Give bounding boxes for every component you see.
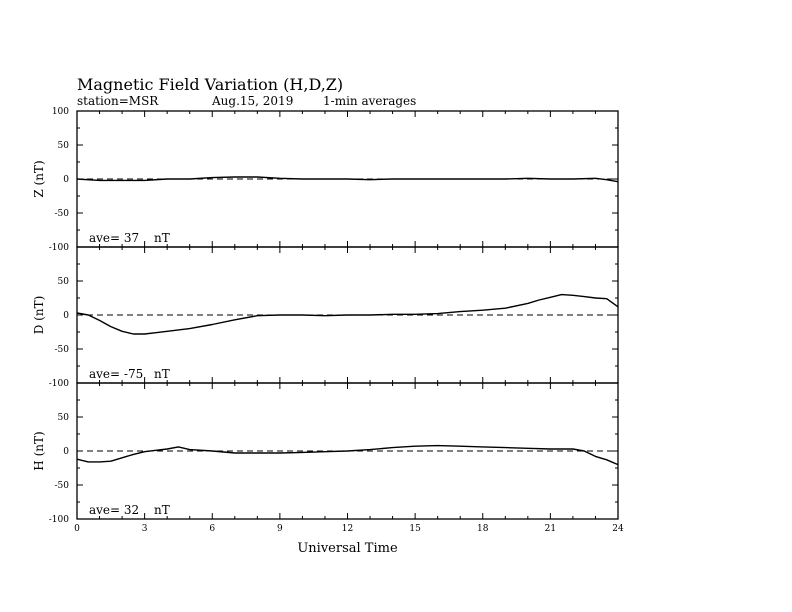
xtick-label: 3 [141, 524, 148, 534]
panel-3-ylabel: H (nT) [32, 431, 46, 471]
x-axis-label: Universal Time [297, 541, 398, 556]
date-label: Aug.15, 2019 [212, 94, 294, 108]
panel-1-ytick-label: 50 [57, 141, 69, 151]
panel-1-ave-label: ave= 37 [89, 231, 140, 245]
xtick-label: 24 [612, 524, 624, 534]
xtick-label: 9 [277, 524, 283, 534]
panel-2-ytick-label: -50 [54, 345, 69, 355]
panel-2-ylabel: D (nT) [32, 295, 46, 335]
xtick-label: 15 [409, 524, 421, 534]
panel-2-ytick-label: -100 [48, 379, 69, 389]
panel-1-ave-unit: nT [154, 231, 170, 245]
chart-title: Magnetic Field Variation (H,D,Z) [77, 75, 344, 94]
panel-1-ytick-label: -50 [54, 209, 69, 219]
xtick-label: 21 [544, 524, 557, 534]
panel-3-ave-unit: nT [154, 503, 170, 517]
xtick-label: 12 [341, 524, 354, 534]
xtick-label: 6 [209, 524, 216, 534]
panel-3-series-line [77, 446, 618, 465]
panel-3-ave-label: ave= 32 [89, 503, 140, 517]
panel-3-ytick-label: -50 [54, 481, 69, 491]
panel-3-ytick-label: 0 [63, 447, 69, 457]
panel-3-ytick-label: -100 [48, 515, 69, 525]
averaging-label: 1-min averages [323, 94, 417, 108]
panel-2-ytick-label: 50 [57, 277, 69, 287]
panel-2-ave-unit: nT [154, 367, 170, 381]
panel-1-ytick-label: -100 [48, 243, 69, 253]
panel-2-ave-label: ave= -75 [89, 367, 144, 381]
panel-1-ylabel: Z (nT) [32, 160, 46, 198]
station-label: station=MSR [77, 94, 159, 108]
xtick-label: 0 [74, 524, 80, 534]
panel-3-ytick-label: 50 [57, 413, 69, 423]
xtick-label: 18 [477, 524, 489, 534]
panel-2-series-line [77, 295, 618, 334]
panel-1-series-line [77, 177, 618, 182]
panel-2-ytick-label: 0 [63, 311, 69, 321]
panel-1-ytick-label: 100 [51, 107, 69, 117]
panel-1-ytick-label: 0 [63, 175, 69, 185]
